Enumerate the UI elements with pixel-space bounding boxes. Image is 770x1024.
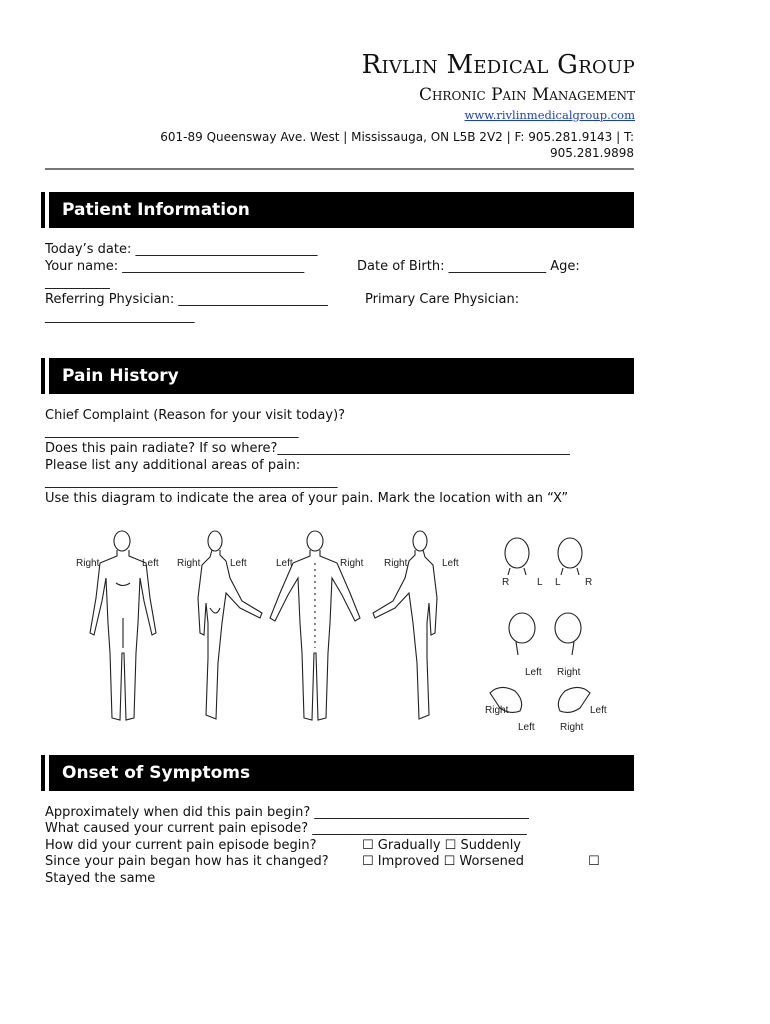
- label-right: Right: [177, 558, 201, 569]
- pain-begin-field[interactable]: Approximately when did this pain begin? _________________________________: [45, 805, 529, 820]
- primary-care-physician-field[interactable]: _______________________: [45, 309, 195, 324]
- stayed-same-label: Stayed the same: [45, 871, 156, 886]
- referring-physician-field[interactable]: Referring Physician: _______________________: [45, 292, 328, 307]
- section-header-pain-history: [45, 358, 634, 394]
- label-left: Left: [230, 558, 247, 569]
- label-l: L: [537, 577, 543, 588]
- section-title: Patient Information: [62, 200, 250, 220]
- address-line-1: 601-89 Queensway Ave. West | Mississauga, ON L5B 2V2 | F: 905.281.9143 | T:: [160, 130, 634, 144]
- change-checkboxes[interactable]: ☐ Improved ☐ Worsened: [362, 854, 525, 869]
- label-right: Right: [340, 558, 364, 569]
- section-title: Pain History: [62, 366, 179, 386]
- label-right: Right: [384, 558, 408, 569]
- section-title: Onset of Symptoms: [62, 763, 251, 783]
- pain-radiate-field[interactable]: Does this pain radiate? If so where?_____________________________________________: [45, 441, 570, 456]
- chief-complaint-field[interactable]: _______________________________________: [45, 424, 299, 439]
- pain-cause-field[interactable]: What caused your current pain episode? _________________________________: [45, 821, 527, 836]
- label-left: Left: [590, 705, 607, 716]
- label-left: Left: [442, 558, 459, 569]
- organization-name: Rivlin Medical Group: [361, 50, 635, 80]
- address-line-2: 905.281.9898: [550, 146, 634, 160]
- name-field[interactable]: Your name: ____________________________: [45, 259, 305, 274]
- label-l: L: [555, 577, 561, 588]
- department-name: Chronic Pain Management: [418, 85, 635, 105]
- label-r: R: [585, 577, 593, 588]
- letterhead: [45, 48, 635, 123]
- onset-question: How did your current pain episode begin?: [45, 838, 317, 853]
- address-block: [120, 129, 634, 161]
- body-pain-diagram[interactable]: [70, 523, 610, 738]
- label-right: Right: [557, 667, 581, 678]
- label-left: Left: [142, 558, 159, 569]
- label-left: Left: [276, 558, 293, 569]
- additional-areas-label: Please list any additional areas of pain:: [45, 458, 301, 473]
- chief-complaint-label: Chief Complaint (Reason for your visit today)?: [45, 408, 346, 423]
- label-right: Right: [485, 705, 509, 716]
- label-left: Left: [525, 667, 542, 678]
- section-header-onset-of-symptoms: [45, 755, 634, 791]
- change-question: Since your pain began how has it changed?: [45, 854, 329, 869]
- todays-date-field[interactable]: Today’s date: ____________________________: [45, 242, 318, 257]
- stayed-same-checkbox[interactable]: ☐: [588, 854, 600, 869]
- primary-care-physician-label: Primary Care Physician:: [365, 292, 520, 307]
- dob-age-field[interactable]: Date of Birth: _______________ Age:: [357, 259, 580, 274]
- header-divider: [45, 168, 634, 170]
- label-r: R: [502, 577, 510, 588]
- website-link[interactable]: www.rivlinmedicalgroup.com: [464, 108, 635, 122]
- additional-areas-field[interactable]: _____________________________________________: [45, 474, 338, 489]
- head-diagrams: [490, 538, 593, 712]
- age-field-underline[interactable]: __________: [45, 275, 110, 290]
- onset-checkboxes[interactable]: ☐ Gradually ☐ Suddenly: [362, 838, 522, 853]
- label-right: Right: [76, 558, 100, 569]
- label-right: Right: [560, 722, 584, 733]
- section-header-patient-information: [45, 192, 634, 228]
- label-left: Left: [518, 722, 535, 733]
- diagram-instructions: Use this diagram to indicate the area of your pain. Mark the location with an “X”: [45, 491, 569, 506]
